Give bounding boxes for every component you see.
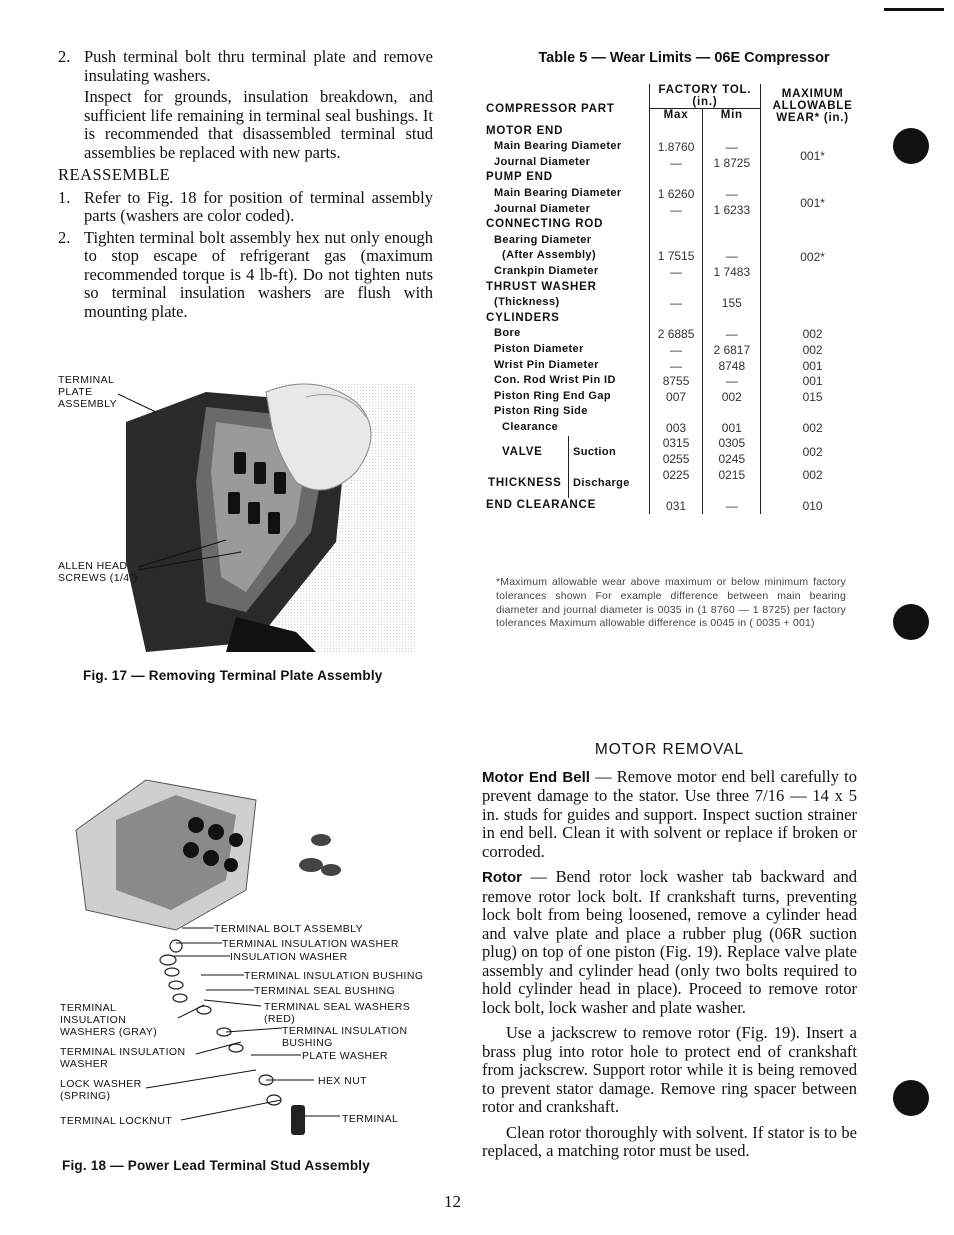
table-row: (Thickness) — 155 bbox=[484, 296, 864, 312]
label-terminal-insulation-washers-gray: TERMINAL INSULATION WASHERS (GRAY) bbox=[60, 1002, 158, 1038]
table-row: END CLEARANCE 031 — 010 bbox=[486, 498, 823, 513]
label-plate-washer: PLATE WASHER bbox=[302, 1050, 388, 1062]
label-terminal-bolt-assembly: TERMINAL BOLT ASSEMBLY bbox=[214, 923, 364, 935]
label-terminal-insulation-washer: TERMINAL INSULATION WASHER bbox=[222, 938, 399, 950]
page-number: 12 bbox=[444, 1192, 461, 1211]
wear-limits-grid bbox=[484, 84, 864, 514]
group-connecting-rod: CONNECTING ROD bbox=[486, 218, 604, 231]
reassemble-heading: REASSEMBLE bbox=[58, 165, 171, 184]
table-row: (After Assembly) 1 7515 — bbox=[484, 249, 864, 265]
reassemble-step-1 bbox=[58, 189, 433, 226]
label-insulation-washer: INSULATION WASHER bbox=[230, 951, 348, 963]
label-lock-washer-spring: LOCK WASHER (SPRING) bbox=[60, 1078, 142, 1102]
group-thickness: THICKNESS bbox=[488, 476, 562, 489]
label-terminal-seal-washers-red: TERMINAL SEAL WASHERS (RED) bbox=[264, 1001, 411, 1025]
step-number: 2. bbox=[58, 47, 71, 66]
header-max-allowable: MAXIMUM ALLOWABLE WEAR* (in.) bbox=[772, 88, 853, 125]
table-row: Bearing Diameter 002* bbox=[494, 233, 825, 265]
left-column bbox=[58, 48, 433, 324]
header-max: Max bbox=[649, 109, 703, 125]
table-row: 0255 0245 bbox=[484, 452, 864, 468]
table-row: Journal Diameter — 1 6233 bbox=[484, 203, 864, 219]
reassemble-step-2 bbox=[58, 229, 433, 322]
fig18-caption: Fig. 18 — Power Lead Terminal Stud Assembly bbox=[62, 1158, 370, 1173]
table-row: Piston Ring Side bbox=[484, 405, 864, 421]
end-bell-lead: Motor End Bell bbox=[482, 768, 590, 786]
jackscrew-paragraph: Use a jackscrew to remove rotor (Fig. 19). Insert a brass plug into rotor hole to protect end of crankshaft from jackscrew. Support rotor while it is being removed to prevent stator damage. Remove ring spacer between rotor and crankshaft. bbox=[482, 1023, 857, 1116]
motor-removal-section bbox=[482, 741, 857, 1168]
step-text: Push terminal bolt thru terminal plate and remove insulating washers. bbox=[84, 47, 433, 85]
table-row: Main Bearing Diameter 1 6260 — 001* bbox=[494, 186, 825, 210]
group-cylinders: CYLINDERS bbox=[486, 311, 560, 324]
label-terminal: TERMINAL bbox=[342, 1113, 399, 1125]
step-number: 2. bbox=[58, 227, 71, 247]
rotor-paragraph bbox=[482, 868, 857, 1017]
table-title: Table 5 — Wear Limits — 06E Compressor bbox=[538, 50, 830, 66]
fig17-caption: Fig. 17 — Removing Terminal Plate Assembly bbox=[83, 668, 383, 683]
group-pump-end: PUMP END bbox=[486, 171, 553, 184]
binder-hole-mark bbox=[893, 1080, 929, 1116]
group-thrust-washer: THRUST WASHER bbox=[486, 280, 597, 293]
step-number: 1. bbox=[58, 187, 71, 207]
group-end-clearance: END CLEARANCE bbox=[486, 498, 597, 511]
table-row: Bore 2 6885 — 002 bbox=[494, 327, 823, 342]
label-terminal-insulation-bushing: TERMINAL INSULATION BUSHING bbox=[244, 970, 424, 982]
table-row: Crankpin Diameter — 1 7483 bbox=[484, 265, 864, 281]
label-terminal-insulation-washer-2: TERMINAL INSULATION WASHER bbox=[60, 1046, 186, 1070]
binder-hole-mark bbox=[893, 604, 929, 640]
binder-hole-mark bbox=[893, 128, 929, 164]
end-bell-text: — Remove motor end bell carefully to prevent damage to the stator. Use three 7/16 — 14 x 5 in. studs for guides and support. Inspect suction strainer in end bell. Clean it with solvent or replace if broken or corroded. bbox=[482, 766, 858, 861]
edge-mark bbox=[884, 8, 944, 11]
table-footnote: *Maximum allowable wear above maximum or below minimum factory tolerances shown For example difference between main bearing diameter and journal diameter is 0035 in (1 8760 — 1 8725) per factory tolerances Maximum allowable difference is 0045 in ( 0035 + 001) bbox=[496, 576, 846, 630]
table-row: Piston Diameter — 2 6817 002 bbox=[494, 342, 823, 357]
step-2 bbox=[58, 48, 433, 85]
group-motor-end: MOTOR END bbox=[486, 124, 564, 137]
inspect-paragraph: Inspect for grounds, insulation breakdown, and sufficient life remaining in terminal seal bushings. It is recommended that disassembled terminal stud assemblies be replaced with new parts. bbox=[84, 87, 433, 162]
table-row: Con. Rod Wrist Pin ID 8755 — 001 bbox=[494, 374, 823, 389]
label-terminal-plate-assembly: TERMINAL PLATE ASSEMBLY bbox=[58, 374, 118, 410]
motor-removal-heading: MOTOR REMOVAL bbox=[594, 741, 745, 758]
step-text: Refer to Fig. 18 for position of terminal assembly parts (washers are color coded). bbox=[84, 187, 433, 225]
step-text: Tighten terminal bolt assembly hex nut only enough to stop escape of refrigerant gas (maximum recommended torque is 4 lb-ft). Do not tighten nuts so terminal insulation washers are flush with mounting plate. bbox=[84, 227, 433, 321]
end-bell-paragraph bbox=[482, 768, 857, 862]
label-terminal-insulation-bushing-2: TERMINAL INSULATION BUSHING bbox=[282, 1025, 408, 1049]
table-row: 0225 0215 002 bbox=[484, 468, 864, 484]
header-factory-tol: FACTORY TOL. (in.) bbox=[649, 84, 761, 109]
table-row: Wrist Pin Diameter — 8748 001 bbox=[494, 358, 823, 373]
rotor-lead: Rotor bbox=[482, 869, 522, 886]
table-row: Journal Diameter — 1 8725 bbox=[484, 156, 864, 172]
header-compressor-part: COMPRESSOR PART bbox=[486, 103, 615, 116]
label-terminal-locknut: TERMINAL LOCKNUT bbox=[60, 1115, 173, 1127]
rotor-text: — Bend rotor lock washer tab backward and remove rotor lock bolt. If crankshaft turns, preventing lock bolt from being loosened, remove a cylinder head and valve plate and place a rubber plug (06R suction plug) on top of one piston (Fig. 19). Replace valve plate assembly and cylinder head (only two bolts required to hold cylinder head in place). Proceed to remove rotor lock bolt, lock washer and plate washer. bbox=[482, 867, 857, 1017]
label-hex-nut: HEX NUT bbox=[318, 1075, 367, 1087]
wear-limits-table bbox=[484, 50, 864, 514]
table-row: VALVE THICKNESS Suction Discharge 0315 0305 002 bbox=[484, 436, 864, 452]
table-row: Piston Ring End Gap 007 002 015 bbox=[494, 389, 823, 404]
table-row: Main Bearing Diameter 1.8760 — 001* bbox=[494, 140, 825, 163]
label-allen-head-screws: ALLEN HEAD SCREWS (1/4") bbox=[58, 560, 138, 584]
label-terminal-seal-bushing: TERMINAL SEAL BUSHING bbox=[254, 985, 396, 997]
table-row: Clearance 003 001 002 bbox=[502, 420, 823, 435]
header-min: Min bbox=[703, 109, 761, 125]
clean-rotor-paragraph: Clean rotor thoroughly with solvent. If stator is to be replaced, a matching rotor must be used. bbox=[482, 1122, 857, 1160]
group-valve: VALVE bbox=[502, 445, 543, 458]
